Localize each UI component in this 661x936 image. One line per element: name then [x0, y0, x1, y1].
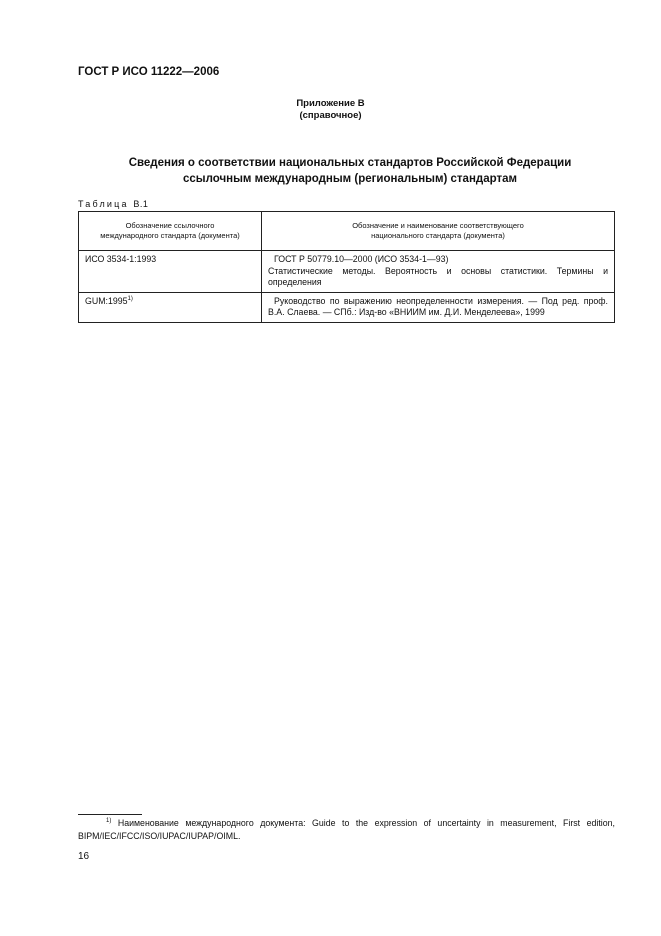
- table-caption-label: Таблица: [78, 199, 129, 209]
- section-title: [90, 155, 610, 187]
- reference-code: GUM:1995: [85, 295, 128, 306]
- header-reference-standard: [79, 212, 262, 251]
- table-caption-number: В.1: [133, 199, 149, 209]
- header-national-line1: Обозначение и наименование соответствующего: [352, 221, 524, 230]
- table-row: [79, 251, 615, 293]
- reference-code: ИСО 3534-1:1993: [85, 254, 157, 264]
- national-cell: [262, 251, 615, 293]
- appendix-heading: [0, 98, 661, 122]
- header-national-line2: национального стандарта (документа): [371, 231, 505, 240]
- table-header-row: [79, 212, 615, 251]
- header-national-standard: [262, 212, 615, 251]
- section-title-line1: Сведения о соответствии национальных стандартов Российской Федерации: [128, 157, 572, 169]
- footnote-marker: 1): [106, 818, 112, 825]
- national-name: Руководство по выражению неопределенности измерения. — Под ред. проф. В.А. Слаева. — СПб.: Изд-во «ВНИИМ им. Д.И. Менделеева», 1999: [268, 295, 608, 317]
- appendix-subtitle: (справочное): [299, 110, 362, 121]
- correspondence-table: [78, 211, 615, 323]
- document-code: ГОСТ Р ИСО 11222—2006: [78, 66, 220, 78]
- reference-cell: [79, 251, 262, 293]
- footnote-divider: [78, 814, 142, 815]
- reference-footnote-marker: 1): [127, 295, 133, 302]
- table-row: [79, 292, 615, 322]
- section-title-line2: ссылочным международным (региональным) стандартам: [182, 173, 518, 185]
- header-reference-line1: Обозначение ссылочного: [125, 221, 215, 230]
- national-cell: [262, 292, 615, 322]
- header-reference-line2: международного стандарта (документа): [100, 231, 240, 240]
- page-number: 16: [78, 851, 90, 862]
- national-code: ГОСТ Р 50779.10—2000 (ИСО 3534-1—93): [274, 254, 449, 264]
- national-name: Статистические методы. Вероятность и основы статистики. Термины и определения: [268, 265, 608, 287]
- footnote: [78, 817, 615, 843]
- reference-cell: [79, 292, 262, 322]
- appendix-title: Приложение В: [296, 98, 365, 109]
- footnote-text: Наименование международного документа: Guide to the expression of uncertainty in measurement, First edition, BIPM/IEC/IFCC/ISO/IUPAC/IUPAP/OIML.: [78, 818, 615, 841]
- table-caption: [78, 199, 148, 209]
